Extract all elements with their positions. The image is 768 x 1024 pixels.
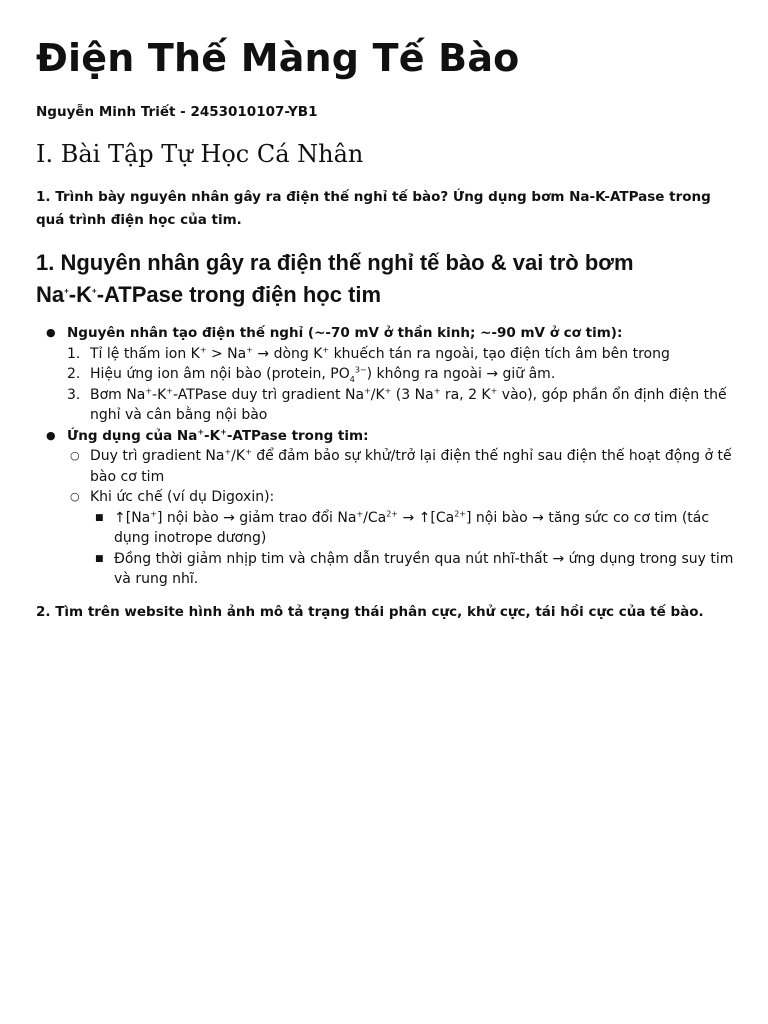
bullet-application [36, 426, 736, 447]
document-title: Điện Thế Màng Tế Bào [36, 36, 520, 80]
item-text: Hiệu ứng ion âm nội bào (protein, $PO_4^{3-}$) không ra ngoài → giữ âm. [90, 365, 556, 384]
list-item [36, 549, 736, 590]
bullet-marker: ● [46, 428, 56, 442]
bullet-causes [36, 323, 736, 344]
circle-marker: ○ [70, 449, 80, 462]
question-1: 1. Trình bày nguyên nhân gây ra điện thế nghỉ tế bào? Ứng dụng bơm Na-K-ATPase trong quá trình điện học của tim. [36, 189, 711, 228]
section-heading: I. Bài Tập Tự Học Cá Nhân [36, 140, 364, 168]
bullet-causes-label: Nguyên nhân tạo điện thế nghỉ (~-70 mV ở thần kinh; ~-90 mV ở cơ tim): [67, 325, 623, 341]
item-text: Tỉ lệ thấm ion K+ > Na+ → dòng K+ khuếch tán ra ngoài, tạo điện tích âm bên trong [90, 344, 670, 362]
square-marker: ■ [95, 553, 104, 564]
item-text: Bơm Na+-K+-ATPase duy trì gradient Na+/K+ (3 Na+ ra, 2 K+ vào), góp phần ổn định điện thế nghỉ và cân bằng nội bào [90, 385, 727, 423]
item-text: Khi ức chế (ví dụ Digoxin): [90, 489, 275, 505]
item-text: ↑[Na+] nội bào → giảm trao đổi $Na^+/Ca^{2+}$ → $↑[Ca^{2+}]$ nội bào → tăng sức co cơ tim (tác dụng inotrope dương) [114, 508, 710, 546]
bullet-application-label: Ứng dụng của Na+-K+-ATPase trong tim: [67, 427, 369, 444]
list-item [36, 385, 736, 426]
item-number: 2. [67, 366, 81, 382]
question-2: 2. Tìm trên website hình ảnh mô tả trạng thái phân cực, khử cực, tái hồi cực của tế bào. [36, 604, 704, 620]
circle-marker: ○ [70, 490, 80, 503]
square-marker: ■ [95, 512, 104, 523]
list-item [36, 508, 736, 549]
item-text: Đồng thời giảm nhịp tim và chậm dẫn truyền qua nút nhĩ-thất → ứng dụng trong suy tim và rung nhĩ. [114, 550, 734, 587]
answer-heading: 1. Nguyên nhân gây ra điện thế nghỉ tế bào & vai trò bơm Na+-K+-ATPase trong điện học tim [36, 250, 634, 307]
list-item [36, 446, 736, 487]
bullet-marker: ● [46, 326, 56, 339]
item-number: 3. [67, 386, 81, 403]
author-line: Nguyễn Minh Triết - 2453010107-YB1 [36, 104, 318, 120]
answer-list [36, 323, 736, 590]
answer-heading-line1: 1. Nguyên nhân gây ra điện thế nghỉ tế bào & vai trò bơm [36, 250, 634, 275]
list-item [36, 344, 736, 365]
item-text: Duy trì gradient Na+/K+ để đảm bảo sự khử/trở lại điện thế nghỉ sau điện thế hoạt động ở tế bào cơ tim [90, 447, 732, 485]
list-item [36, 487, 736, 508]
list-item [36, 364, 736, 385]
item-number: 1. [67, 345, 81, 362]
